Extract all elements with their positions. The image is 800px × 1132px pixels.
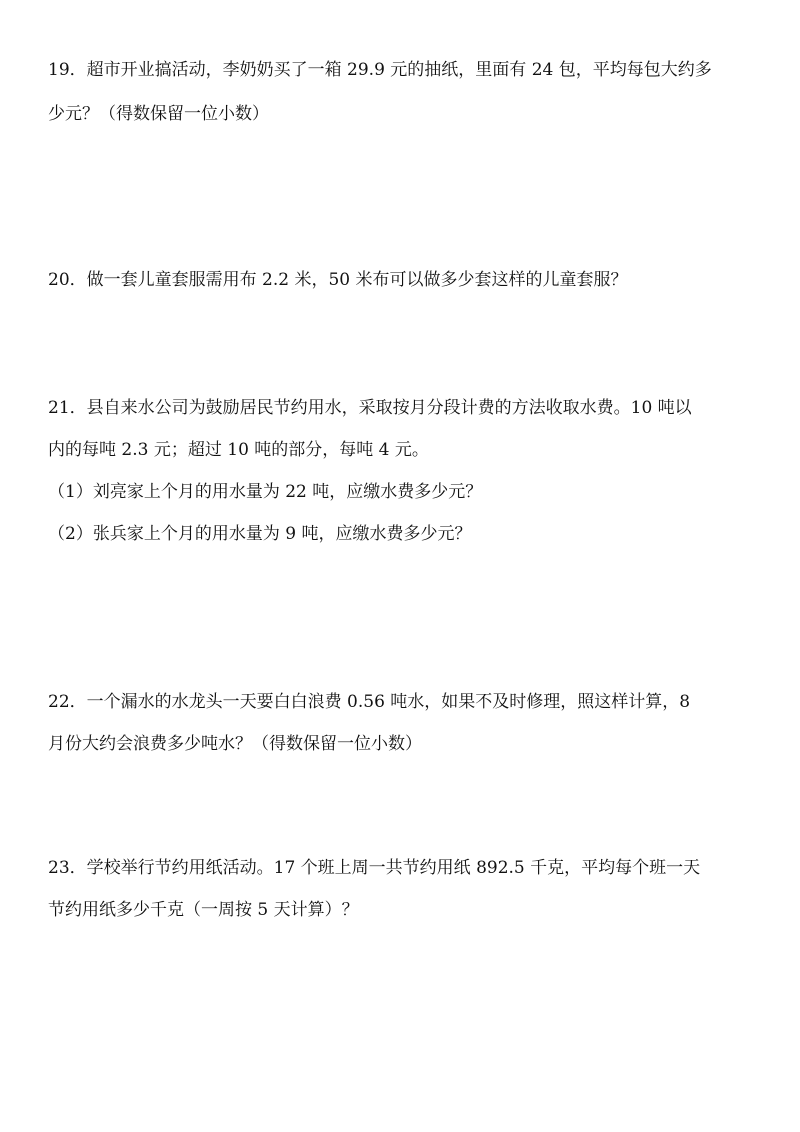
question-21-subquestion-1: （1）刘亮家上个月的用水量为 22 吨，应缴水费多少元？ bbox=[48, 482, 483, 502]
question-21-line-2: 内的每吨 2.3 元；超过 10 吨的部分，每吨 4 元。 bbox=[48, 440, 429, 460]
question-21-subquestion-2: （2）张兵家上个月的用水量为 9 吨，应缴水费多少元？ bbox=[48, 524, 472, 544]
question-20-text: 20．做一套儿童套服需用布 2.2 米，50 米布可以做多少套这样的儿童套服？ bbox=[48, 270, 628, 290]
question-19-line-2: 少元？（得数保留一位小数） bbox=[48, 104, 269, 124]
question-21-line-1: 21．县自来水公司为鼓励居民节约用水，采取按月分段计费的方法收取水费。10 吨以 bbox=[48, 398, 692, 418]
question-23-line-2: 节约用纸多少千克（一周按 5 天计算）？ bbox=[48, 900, 359, 920]
question-22-line-1: 22．一个漏水的水龙头一天要白白浪费 0.56 吨水，如果不及时修理，照这样计算，8 bbox=[48, 692, 691, 712]
question-23-line-1: 23．学校举行节约用纸活动。17 个班上周一共节约用纸 892.5 千克，平均每个班一天 bbox=[48, 858, 701, 878]
question-22-line-2: 月份大约会浪费多少吨水？（得数保留一位小数） bbox=[48, 734, 422, 754]
question-19-line-1: 19．超市开业搞活动，李奶奶买了一箱 29.9 元的抽纸，里面有 24 包，平均每包大约多 bbox=[48, 60, 712, 80]
